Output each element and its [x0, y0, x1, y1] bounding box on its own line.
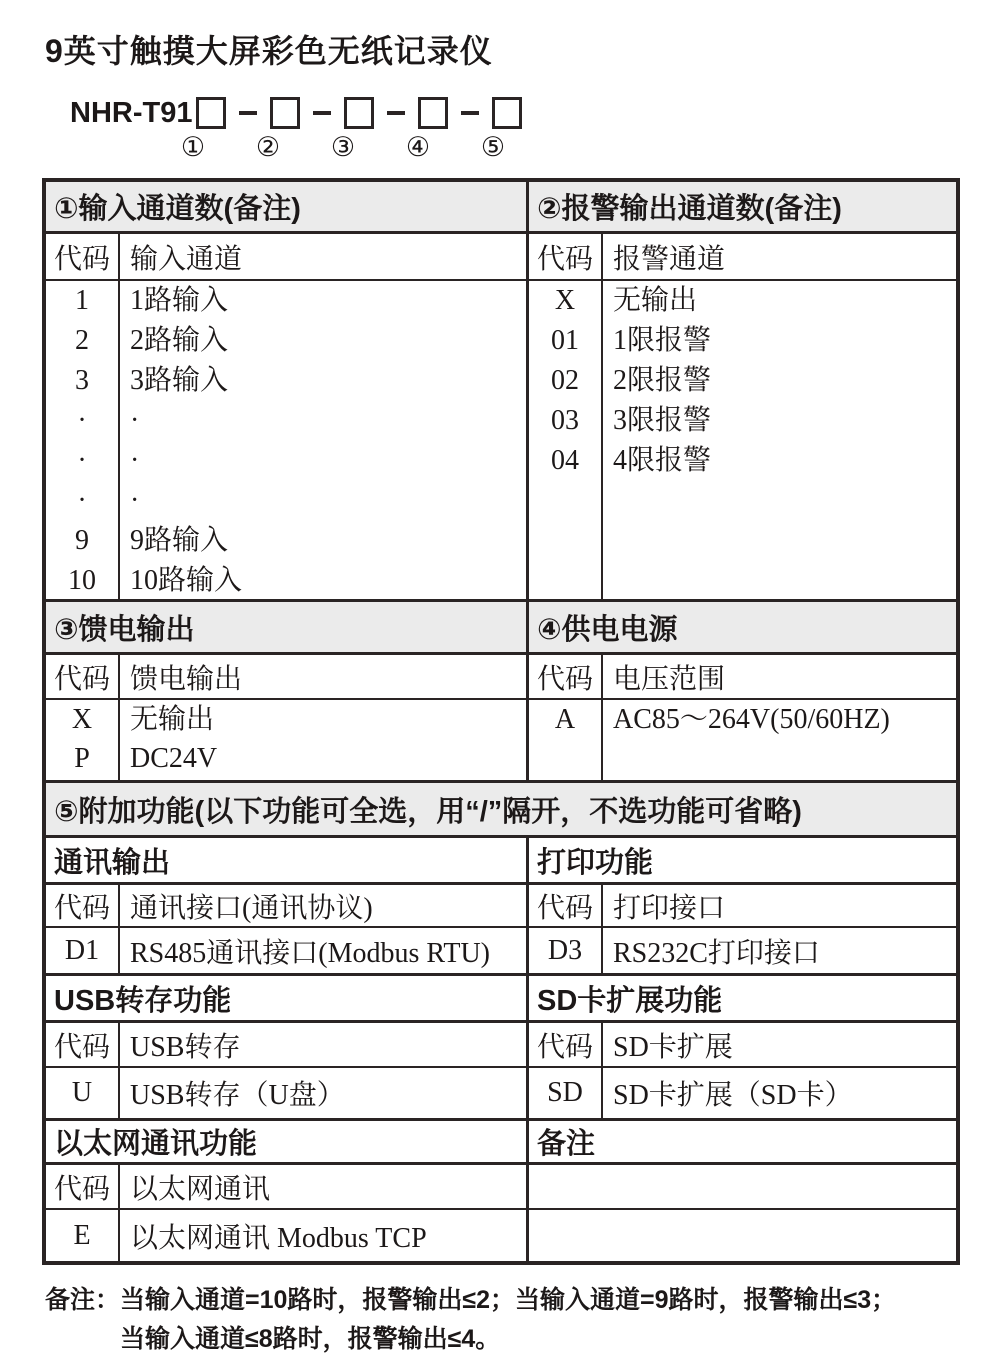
dash-separator — [313, 111, 331, 115]
dash-separator — [387, 111, 405, 115]
position-label-1: ① — [180, 132, 206, 162]
section-header-band-1 — [46, 182, 956, 234]
table-row: 10 — [68, 565, 96, 596]
column-header-band-eth — [46, 1165, 956, 1210]
remark-empty-cell — [529, 1210, 956, 1261]
table-row: 01 — [551, 325, 579, 356]
column-header-band-2 — [46, 655, 956, 700]
s4-code-header: 代码 — [529, 655, 603, 698]
sd-title: SD卡扩展功能 — [537, 984, 723, 1017]
position-label-5: ⑤ — [480, 132, 506, 162]
table-row: 2 — [75, 325, 89, 356]
model-digit-box-4 — [418, 97, 448, 129]
table-row: 9路输入 — [130, 525, 229, 556]
footnote-label: 备注： — [45, 1286, 121, 1314]
s4-value-header: 电压范围 — [613, 663, 726, 695]
s2-code-cell — [529, 281, 603, 599]
table-row: 3路输入 — [130, 365, 229, 396]
position-label-2: ② — [255, 132, 281, 162]
selection-table — [42, 178, 960, 1265]
usb-code-header: 代码 — [46, 1023, 120, 1066]
model-prefix: NHR-T91 — [70, 96, 193, 129]
s2-code-header: 代码 — [529, 234, 603, 279]
model-digit-box-1 — [196, 97, 226, 129]
remark-empty-cell — [529, 1165, 956, 1208]
table-row: A — [554, 704, 576, 735]
table-row: U — [46, 1068, 120, 1118]
value-band-eth — [46, 1210, 956, 1261]
eth-title: 以太网通讯功能 — [54, 1128, 258, 1160]
print-value-header: 打印接口 — [613, 892, 726, 924]
section-2-title: ②报警输出通道数(备注) — [537, 193, 842, 225]
table-row: P — [74, 743, 90, 774]
table-row: RS232C打印接口 — [613, 937, 820, 969]
subtitle-band-eth-remark — [46, 1118, 956, 1165]
table-row: 02 — [551, 365, 579, 396]
table-row: E — [46, 1210, 120, 1261]
model-digit-box-3 — [344, 97, 374, 129]
dash-separator — [461, 111, 479, 115]
table-row: 2路输入 — [130, 325, 229, 356]
table-row: AC85～264V(50/60HZ) — [613, 704, 890, 735]
comm-title: 通讯输出 — [54, 846, 171, 879]
s1-code-header: 代码 — [46, 234, 120, 279]
table-row: RS485通讯接口(Modbus RTU) — [130, 937, 491, 969]
s1-value-cell — [120, 281, 526, 599]
column-header-band-usb-sd — [46, 1023, 956, 1068]
model-position-labels — [178, 132, 553, 163]
table-row: 无输出 — [613, 285, 698, 316]
s4-value-cell — [603, 700, 956, 780]
comm-value-header: 通讯接口(通讯协议) — [130, 892, 373, 924]
s2-value-cell — [603, 281, 956, 599]
s3-code-cell — [46, 700, 120, 780]
dash-separator — [239, 111, 257, 115]
table-row: D3 — [529, 928, 603, 973]
eth-code-header: 代码 — [46, 1165, 120, 1208]
table-row: · — [77, 405, 87, 436]
position-label-4: ④ — [405, 132, 431, 162]
table-row: DC24V — [130, 743, 218, 774]
table-row: · — [130, 405, 140, 436]
table-row: SD — [529, 1068, 603, 1118]
value-band-usb-sd — [46, 1068, 956, 1118]
eth-value-header: 以太网通讯 — [130, 1173, 271, 1205]
table-row: 3 — [75, 365, 89, 396]
s3-value-cell — [120, 700, 526, 780]
model-code-line — [70, 96, 522, 130]
s1-code-cell — [46, 281, 120, 599]
position-label-3: ③ — [330, 132, 356, 162]
subtitle-band-comm-print — [46, 838, 956, 885]
table-row: 04 — [551, 445, 579, 476]
table-row: · — [77, 485, 87, 516]
table-row: 1路输入 — [130, 285, 229, 316]
footnote-line-1: 当输入通道=10路时，报警输出≤2；当输入通道=9路时，报警输出≤3； — [120, 1286, 897, 1314]
table-row: · — [130, 485, 140, 516]
section-5-title: ⑤附加功能(以下功能可全选，用“/”隔开，不选功能可省略) — [54, 795, 802, 828]
s4-code-cell — [529, 700, 603, 780]
print-title: 打印功能 — [537, 846, 654, 879]
s2-value-header: 报警通道 — [613, 243, 726, 275]
footnote-text — [120, 1281, 896, 1359]
table-row: · — [130, 445, 140, 476]
table-row: 10路输入 — [130, 565, 243, 596]
table-row: 1 — [75, 285, 89, 316]
page-title: 9英寸触摸大屏彩色无纸记录仪 — [45, 33, 493, 69]
table-row: D1 — [46, 928, 120, 973]
section-1-title: ①输入通道数(备注) — [54, 193, 301, 225]
footnote-line-2: 当输入通道≤8路时，报警输出≤4。 — [120, 1325, 501, 1353]
table-row: 4限报警 — [613, 445, 712, 476]
model-digit-box-5 — [492, 97, 522, 129]
table-row: 03 — [551, 405, 579, 436]
body-band-2 — [46, 700, 956, 780]
column-header-band-comm-print — [46, 885, 956, 928]
table-row: 2限报警 — [613, 365, 712, 396]
print-code-header: 代码 — [529, 885, 603, 926]
comm-code-header: 代码 — [46, 885, 120, 926]
table-row: 3限报警 — [613, 405, 712, 436]
usb-title: USB转存功能 — [54, 984, 232, 1017]
s3-code-header: 代码 — [46, 655, 120, 698]
column-header-band-1 — [46, 234, 956, 281]
table-row: SD卡扩展（SD卡） — [613, 1080, 853, 1111]
section-header-band-5 — [46, 780, 956, 838]
value-band-comm-print — [46, 928, 956, 973]
table-row: · — [77, 445, 87, 476]
s1-value-header: 输入通道 — [130, 243, 243, 275]
footnote — [45, 1281, 896, 1359]
body-band-1 — [46, 281, 956, 599]
s3-value-header: 馈电输出 — [130, 663, 243, 695]
subtitle-band-usb-sd — [46, 973, 956, 1023]
sd-code-header: 代码 — [529, 1023, 603, 1066]
table-row: USB转存（U盘） — [130, 1080, 345, 1111]
table-row: X — [71, 704, 93, 735]
table-row: 无输出 — [130, 704, 215, 735]
section-header-band-2 — [46, 599, 956, 655]
table-row: X — [554, 285, 576, 316]
section-4-title: ④供电电源 — [537, 613, 678, 646]
section-3-title: ③馈电输出 — [54, 613, 195, 646]
usb-value-header: USB转存 — [130, 1031, 241, 1063]
table-row: 9 — [75, 525, 89, 556]
remark-title: 备注 — [537, 1128, 596, 1160]
model-digit-box-2 — [270, 97, 300, 129]
sd-value-header: SD卡扩展 — [613, 1031, 733, 1063]
table-row: 1限报警 — [613, 325, 712, 356]
table-row: 以太网通讯 Modbus TCP — [130, 1222, 427, 1254]
